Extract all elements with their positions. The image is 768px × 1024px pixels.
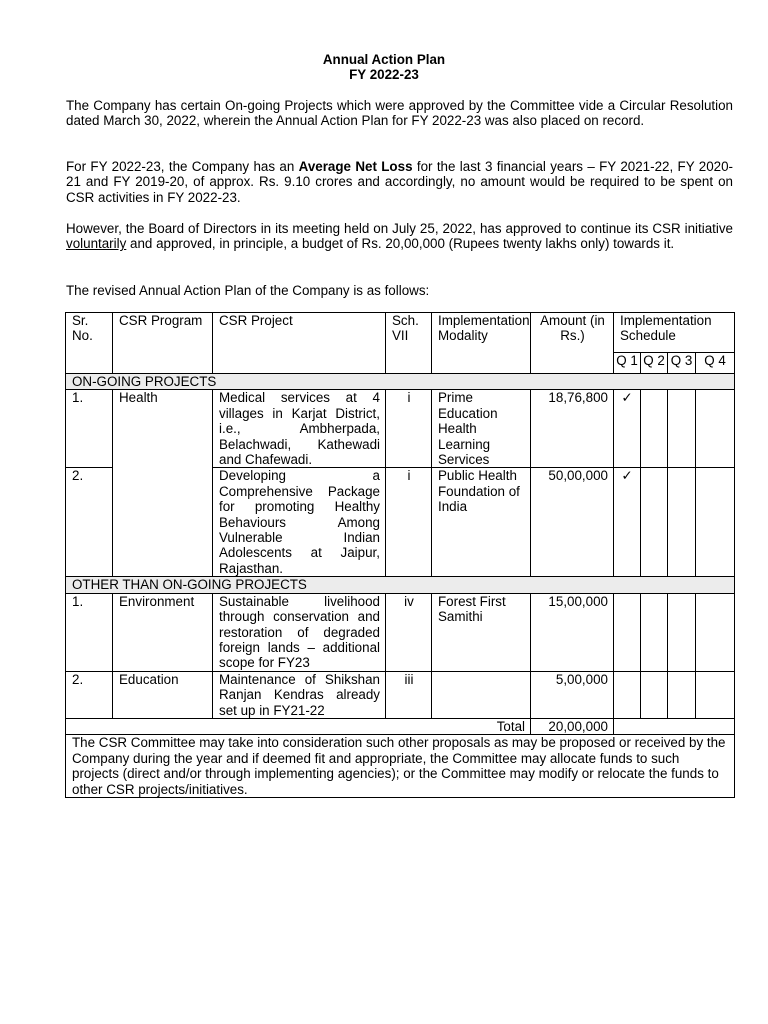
header-sch-vii: Sch. VII — [386, 313, 432, 374]
table-row — [66, 671, 735, 718]
table-header-row — [66, 313, 735, 353]
row-project: Sustainable livelihood through conservation and restoration of degraded foreign lands – additional scope for FY23 — [213, 593, 386, 671]
action-plan-table — [65, 312, 735, 798]
row-sr: 2. — [66, 468, 113, 577]
row-amount: 18,76,800 — [531, 390, 614, 468]
row-q3 — [668, 593, 696, 671]
row-sr: 1. — [66, 390, 113, 468]
total-row — [66, 718, 735, 734]
row-project: Medical services at 4 villages in Karjat District, i.e., Ambherpada, Belachwadi, Kathewadi and Chafewadi. — [213, 390, 386, 468]
row-q3 — [668, 468, 696, 577]
header-csr-program: CSR Program — [113, 313, 213, 374]
row-q2 — [641, 390, 668, 468]
row-program: Environment — [113, 593, 213, 671]
row-sch: i — [386, 390, 432, 468]
table-row — [66, 593, 735, 671]
row-q3 — [668, 671, 696, 718]
paragraph-board-underlined: voluntarily — [66, 236, 127, 252]
row-amount: 5,00,000 — [531, 671, 614, 718]
row-q3 — [668, 390, 696, 468]
total-value: 20,00,000 — [531, 718, 614, 734]
row-sch: iii — [386, 671, 432, 718]
paragraph-board-text-a: However, the Board of Directors in its meeting held on July 25, 2022, has approved to continue its CSR initiative — [66, 221, 733, 236]
row-q4 — [696, 390, 735, 468]
row-q4 — [696, 671, 735, 718]
row-project: Developing a Comprehensive Package for promoting Healthy Behaviours Among Vulnerable Indian Adolescents at Jaipur, Rajasthan. — [213, 468, 386, 577]
row-modality: Forest First Samithi — [432, 593, 531, 671]
paragraph-table-intro: The revised Annual Action Plan of the Company is as follows: — [66, 283, 430, 298]
section-ongoing-label: ON-GOING PROJECTS — [66, 374, 735, 390]
row-sch: i — [386, 468, 432, 577]
document-subtitle: FY 2022-23 — [349, 67, 419, 82]
header-q2: Q 2 — [641, 353, 668, 374]
row-q2 — [641, 671, 668, 718]
header-q1: Q 1 — [614, 353, 641, 374]
row-sr: 1. — [66, 593, 113, 671]
note-row — [66, 735, 735, 798]
section-ongoing-row — [66, 374, 735, 390]
row-sr: 2. — [66, 671, 113, 718]
section-other-row — [66, 577, 735, 593]
committee-note: The CSR Committee may take into consideration such other proposals as may be proposed or received by the Company during the year and if deemed fit and appropriate, the Committee may allocate funds to such projects (direct and/or through implementing agencies); or the Committee may modify or relocate the funds to other CSR projects/initiatives. — [66, 735, 735, 798]
header-sr-no: Sr. No. — [66, 313, 113, 374]
header-modality: Implementation Modality — [432, 313, 531, 374]
row-project: Maintenance of Shikshan Ranjan Kendras already set up in FY21-22 — [213, 671, 386, 718]
paragraph-board-text-b: and approved, in principle, a budget of Rs. 20,00,000 (Rupees twenty lakhs only) towards it. — [126, 236, 675, 252]
row-q2 — [641, 468, 668, 577]
row-q1 — [614, 593, 641, 671]
row-modality: Public Health Foundation of India — [432, 468, 531, 577]
row-q1-check: ✓ — [614, 468, 641, 577]
header-schedule: Implementation Schedule — [614, 313, 735, 353]
row-program: Education — [113, 671, 213, 718]
row-modality — [432, 671, 531, 718]
row-q1-check: ✓ — [614, 390, 641, 468]
row-sch: iv — [386, 593, 432, 671]
row-q1 — [614, 671, 641, 718]
row-modality: Prime Education Health Learning Services — [432, 390, 531, 468]
paragraph-net-loss-text-a: For FY 2022-23, the Company has an — [66, 159, 299, 174]
row-q2 — [641, 593, 668, 671]
header-q4: Q 4 — [696, 353, 735, 374]
paragraph-intro: The Company has certain On-going Projects which were approved by the Committee vide a Circular Resolution dated March 30, 2022, wherein the Annual Action Plan for FY 2022-23 was also placed on record. — [66, 98, 733, 129]
header-q3: Q 3 — [668, 353, 696, 374]
total-label: Total — [66, 718, 531, 734]
row-amount: 15,00,000 — [531, 593, 614, 671]
header-amount: Amount (in Rs.) — [531, 313, 614, 374]
total-schedule-empty — [614, 718, 735, 734]
paragraph-net-loss-bold: Average Net Loss — [298, 159, 413, 174]
row-q4 — [696, 593, 735, 671]
paragraph-net-loss — [66, 159, 733, 205]
row-program: Health — [113, 390, 213, 577]
table-row — [66, 390, 735, 468]
row-q4 — [696, 468, 735, 577]
paragraph-board — [66, 221, 733, 252]
header-csr-project: CSR Project — [213, 313, 386, 374]
section-other-label: OTHER THAN ON-GOING PROJECTS — [66, 577, 735, 593]
document-title: Annual Action Plan — [322, 52, 446, 67]
paragraph-net-loss-text-b: for the last 3 financial years – FY 2021-22, FY 2020-21 and FY 2019-20, of approx. Rs. 9.10 crores and accordingly, no amount would be required to be spent on CSR activities in FY 2022-23. — [66, 159, 733, 205]
row-amount: 50,00,000 — [531, 468, 614, 577]
